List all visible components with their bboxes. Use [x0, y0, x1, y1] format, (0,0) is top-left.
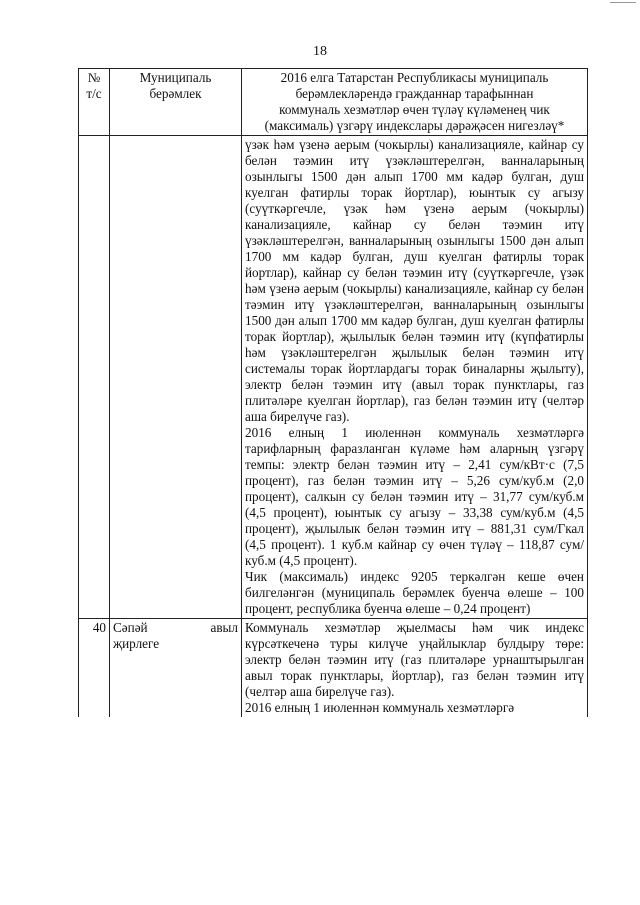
table-row	[79, 136, 588, 619]
row-number: 40	[79, 619, 110, 718]
indices-table	[78, 68, 588, 717]
row-basis	[242, 136, 588, 619]
table-header-row	[79, 69, 588, 136]
header-num: № т/с	[79, 69, 110, 136]
row-municipality	[110, 619, 242, 718]
basis-paragraph: Чик (максималь) индекс 9205 теркәлгән кеше өчен билгеләнгән (муниципаль берәмлек буенча өлеше – 100 процент, республика буенча өлеше – 0,24 процент)	[245, 569, 584, 616]
basis-paragraph: 2016 елның 1 июленнән коммуналь хезмәтләргә тарифларның фаразланган күләме һәм аларның үзгәрү темпы: электр белән тәэмин итү – 2,41 сум/кВт·с (7,5 процент), газ белән тәэмин итү – 5,26 сум/куб.м (2,0 процент), салкын су белән тәэмин итү – 31,77 сум/куб.м (4,5 процент), юынтык су агызу – 33,38 сум/куб.м (4,5 процент), җылылык белән тәэмин итү – 881,31 сум/Гкал (4,5 процент). 1 куб.м кайнар су өчен түләү – 118,87 сум/куб.м (4,5 процент).	[245, 425, 584, 568]
header-basis: 2016 елга Татарстан Республикасы муниципаль берәмлекләрендә гражданнар тарафыннан коммуналь хезмәтләр өчен түләү күләменең чик (максималь) үзгәрү индекслары дәрәҗәсен нигезләү*	[242, 69, 588, 136]
page-number: 18	[313, 44, 327, 59]
basis-paragraph: Коммуналь хезмәтләр җыелмасы һәм чик индекс күрсәткеченә туры килүче уңайлыклар булдыру төре: электр белән тәэмин итү (газ плитәләре урнаштырылган авыл торак пунктлары, йортлар), газ белән тәэмин итү (челтәр аша бирелүче газ).	[245, 620, 584, 699]
header-municipality: Муниципаль берәмлек	[110, 69, 242, 136]
basis-paragraph: 2016 елның 1 июленнән коммуналь хезмәтләргә	[245, 700, 515, 715]
row-basis	[242, 619, 588, 718]
row-number	[79, 136, 110, 619]
table-row	[79, 619, 588, 718]
municipality-line: җирлеге	[113, 636, 160, 651]
row-municipality	[110, 136, 242, 619]
municipality-line: Сәпәй авыл	[113, 620, 238, 635]
basis-paragraph: үзәк һәм үзенә аерым (чокырлы) канализацияле, кайнар су белән тәэмин итү үзәкләштерелгән, ванналарының озынлыгы 1500 дән алып 1700 мм кадәр булган, душ куелган фатирлы торак йортлар), юынтык су агызу (суүткәргечле, үзәк һәм үзенә аерым (чокырлы) канализацияле, кайнар су белән тәэмин итү үзәкләштерелгән, ванналарының озынлыгы 1500 дән алып 1700 мм кадәр булган, душ куелган фатирлы торак йортлар), кайнар су белән тәэмин итү (суүткәргечле, үзәк һәм үзенә аерым (чокырлы) канализацияле, кайнар су белән тәэмин итү үзәкләштерелгән, ванналарының озынлыгы 1500 дән алып 1700 мм кадәр булган, душ куелган фатирлы торак йортлар), җылылык белән тәэмин итү (күпфатирлы һәм үзәкләштерелгән җылылык белән тәэмин итү системалы торак йортлардагы торак биналарны җылыту), электр белән тәэмин итү (авыл торак пунктлары, газ плитәләре куелган йортлар), газ белән тәэмин итү (челтәр аша бирелүче газ).	[245, 137, 584, 424]
corner-scan-mark	[610, 2, 636, 3]
